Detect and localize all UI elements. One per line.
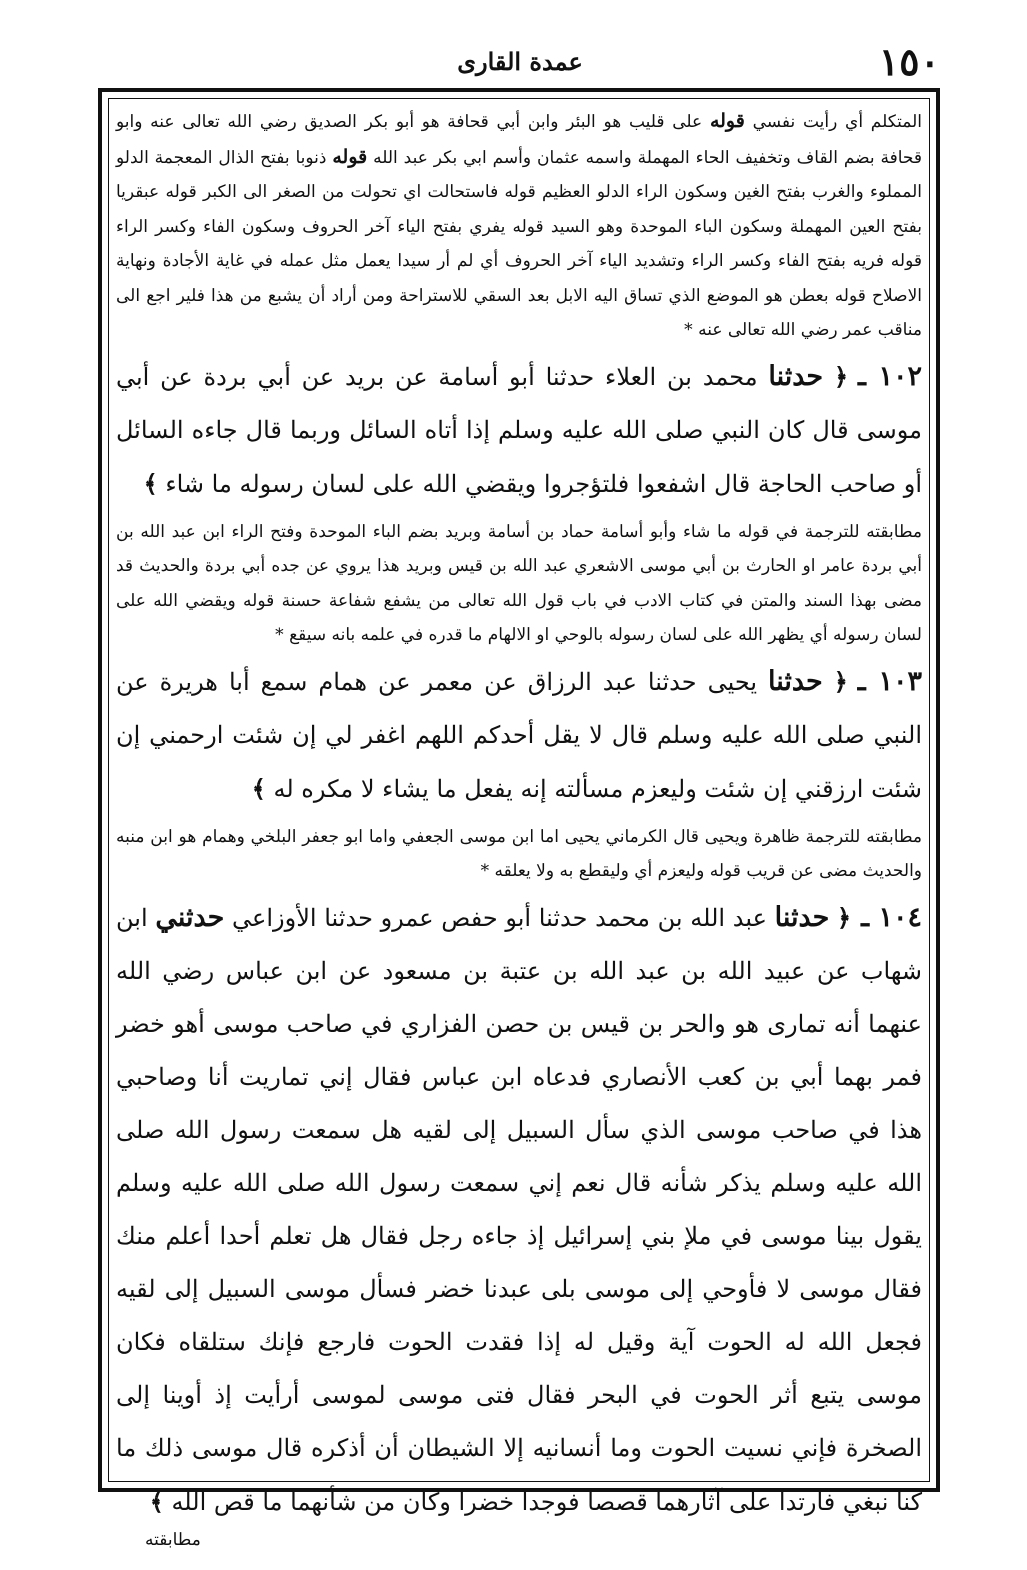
keyword-haddathana: حدثنا	[767, 665, 823, 697]
page-header	[100, 38, 940, 86]
hadith-text-part-1: عبد الله بن محمد حدثنا أبو حفص عمرو حدثنا الأوزاعي	[232, 903, 767, 932]
hadith-103	[116, 655, 922, 816]
open-bracket: ﴿	[833, 666, 848, 696]
hadith-number: ١٠٢ ـ	[858, 360, 922, 392]
commentary-103: مطابقته للترجمة ظاهرة ويحيى قال الكرماني يحيى اما ابن موسى الجعفي واما ابو جعفر البلخي وهمام هو ابن منبه والحديث مضى عن قريب قوله وليعزم أي وليقطع به ولا يعلقه *	[116, 826, 922, 881]
keyword-qawluhu: قوله	[332, 145, 368, 168]
hadith-104	[116, 891, 922, 1529]
keyword-haddathana: حدثنا	[768, 360, 824, 392]
open-bracket: ﴿	[833, 361, 848, 391]
hadith-number: ١٠٣ ـ	[857, 665, 922, 697]
hadith-text: يحيى حدثنا عبد الرزاق عن معمر عن همام سمع أبا هريرة عن النبي صلى الله عليه وسلم قال لا يقل أحدكم اللهم اغفر لي إن شئت ارحمني إن شئت ارزقني إن شئت وليعزم مسألته إنه يفعل ما يشاء لا مكره له	[116, 667, 922, 803]
hadith-text-part-2: ابن شهاب عن عبيد الله بن عبد الله بن عتبة بن مسعود عن ابن عباس رضي الله عنهما أنه تمارى هو والحر بن قيس بن حصن الفزاري في صاحب موسى أهو خضر فمر بهما أبي بن كعب الأنصاري فدعاه ابن عباس فقال إني تماريت أنا وصاحبي هذا في صاحب موسى الذي سأل السبيل إلى لقيه هل سمعت رسول الله صلى الله عليه وسلم يذكر شأنه قال نعم إني سمعت رسول الله صلى الله عليه وسلم يقول بينا موسى في ملإ بني إسرائيل إذ جاءه رجل فقال هل تعلم أحدا أعلم منك فقال موسى لا فأوحي إلى موسى بلى عبدنا خضر فسأل موسى السبيل إلى لقيه فجعل الله له الحوت آية وقيل له إذا فقدت الحوت فارجع فإنك ستلقاه فكان موسى يتبع أثر الحوت في البحر فقال فتى موسى لموسى أرأيت إذ أوينا إلى الصخرة فإني نسيت الحوت وما أنسانيه إلا الشيطان أن أذكره قال موسى ذلك ما كنا نبغي فارتدا على آثارهما قصصا فوجدا خضرا وكان من شأنهما ما قص الله	[116, 903, 923, 1516]
commentary-101-part-2: على قليب هو البئر وابن أبي قحافة هو أبو بكر الصديق رضي الله تعالى عنه وابو قحافة بضم القاف وتخفيف الحاء المهملة واسمه عثمان وأسم ابي بكر عبد الله	[116, 112, 923, 168]
keyword-qawluhu: قوله	[709, 110, 745, 132]
commentary-101-part-1: المتكلم أي رأيت نفسي	[752, 112, 922, 132]
catchword: مطابقته	[145, 1530, 201, 1550]
commentary-102: مطابقته للترجمة في قوله ما شاء وأبو أسامة حماد بن أسامة وبريد بضم الباء الموحدة وفتح الراء ابن عبد الله بن أبي بردة عامر او الحارث بن أبي موسى الاشعري عبد الله بن قيس وبريد هذا يروي عن جده أبي بردة والحديث قد مضى بهذا السند والمتن في كتاب الادب في باب قول الله تعالى من يشفع شفاعة حسنة قوله ويقضي الله على لسان رسوله أي يظهر الله على لسان رسوله بالوحي او الالهام ما قدره في علمه بانه سيقع *	[116, 521, 922, 645]
hadith-text: محمد بن العلاء حدثنا أبو أسامة عن بريد عن أبي بردة عن أبي موسى قال كان النبي صلى الله عليه وسلم إذا أتاه السائل وربما قال جاءه السائل أو صاحب الحاجة قال اشفعوا فلتؤجروا ويقضي الله على لسان رسوله ما شاء	[116, 362, 922, 498]
close-bracket: ﴾	[143, 468, 158, 498]
hadith-number: ١٠٤ ـ	[861, 901, 922, 933]
close-bracket: ﴾	[251, 773, 266, 803]
page-number: ١٥٠	[878, 39, 940, 84]
keyword-haddathani: حدثني	[155, 901, 225, 933]
open-bracket: ﴿	[837, 902, 852, 932]
running-title: عمدة القاری	[457, 47, 583, 76]
hadith-102	[116, 350, 922, 511]
close-bracket: ﴾	[149, 1486, 164, 1516]
page-frame	[98, 88, 940, 1516]
keyword-haddathana: حدثنا	[774, 901, 830, 933]
commentary-101-part-3: ذنوبا بفتح الذال المعجمة الدلو المملوء والغرب بفتح الغين وسكون الراء الدلو العظيم قوله فاستحالت اي تحولت من الصغر الى الكبر قوله عبقريا بفتح العين المهملة وسكون الباء الموحدة وهو السيد قوله يفري بفتح الياء آخر الحروف وسكون الفاء وكسر الراء قوله فريه بفتح الفاء وكسر الراء وتشديد الياء آخر الحروف أي لم أر سيدا يعمل مثل عمله في غاية الأجادة ونهاية الاصلاح قوله بعطن هو الموضع الذي تساق اليه الابل بعد السقي للاستراحة ومن أراد أن يشبع من هذا فلير اجع الى مناقب عمر رضي الله تعالى عنه *	[116, 147, 922, 340]
commentary-101	[116, 104, 922, 348]
page-content	[116, 104, 923, 1516]
